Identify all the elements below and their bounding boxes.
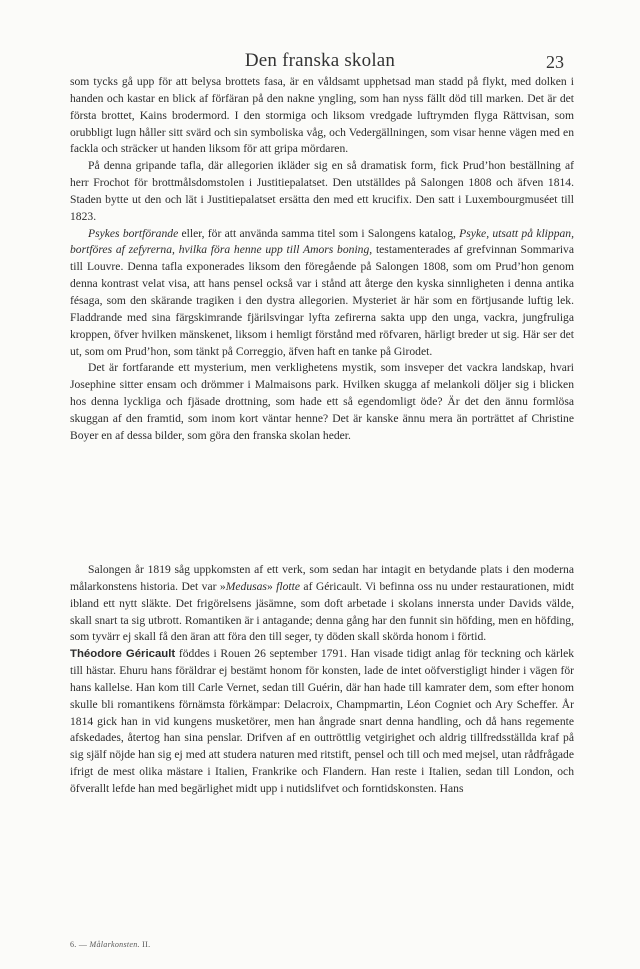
page-footer-signature: [70, 940, 150, 949]
italic-title-text: flotte: [276, 579, 300, 593]
text-segment: »: [266, 579, 277, 593]
text-segment: , testamenterades af grefvinnan Sommariva till Louvre. Denna tafla exponerades liksom den föregående på Salongen 1808, som om Prud’hon genom denna kontrast velat visa, att hans pensel också var i stånd att återge den kyska sinnligheten i denna antika fésaga, som den skärande tragiken i den dystra allegorien. Mysteriet är här som en förtjusande luftig lek. Fladdrande med sina färgskimrande fjärilsvingar lyfta zefirerna sakta upp den unga, vackra, jungfruliga kroppen, öfver hvilken mänskenet, liksom i hemligt förstånd med röfvaren, härligt breder ut sig. Här ser det ut, som om Prud’hon, som tänkt på Correggio, äfven haft en tanke på Girodet.: [70, 243, 574, 358]
italic-title-text: Psyke, utsatt på klippan, bortföres af zefyrerna, hvilka föra henne upp till Amors boning: [70, 226, 574, 257]
paragraph: [70, 74, 574, 158]
running-header-title: Den franska skolan: [244, 50, 396, 71]
italic-title-text: Medusas: [225, 579, 267, 593]
paragraph: [70, 562, 574, 646]
text-segment: Det är fortfarande ett mysterium, men verklighetens mystik, som insveper det vackra landskap, hvari Josephine sitter ensam och drömmer i Malmaisons park. Hvilken skugga af melankoli döljer sig i blicken hos denna lyckliga och fjäsade drottning, som hade ett så egendomligt öde? Är det den ännu formlösa skuggan af den framtid, som inom kort väntar henne? Det är kanske ännu mera än porträttet af Christine Boyer en af dessa bilder, som göra den franska skolan heder.: [70, 361, 574, 442]
paragraph: [70, 158, 574, 225]
paragraph: [70, 360, 574, 444]
text-segment: På denna gripande tafla, där allegorien ikläder sig en så dramatisk form, fick Prud’hon beställning af herr Frochot för brottmålsdomstolen i Justitiepalatset. Den utställdes på Salongen 1808 och äfven 1814. Staden bytte ut den och lät i Justitiepalatset ersätta den med ett krucifix. Den satt i Luxembourgmuséet till 1823.: [70, 159, 574, 223]
page-number: 23: [546, 52, 564, 72]
paragraph: [70, 226, 574, 361]
text-segment: eller, för att använda samma titel som i Salongens katalog,: [178, 226, 460, 240]
footer-signature-mark: 6. —: [70, 940, 90, 949]
text-segment: föddes i Rouen 26 september 1791. Han visade tidigt anlag för teckning och kärlek till hästar. Ehuru hans föräldrar ej bestämt honom för konsten, lade de intet oöfverstigligt hinder i vägen för hans kallelse. Han kom till Carle Vernet, sedan till Guérin, där han hade till kamrater dem, som efter honom skulle bli romantikens förnämsta förkämpar: Delacroix, Champmartin, Léon Cogniet och Ary Scheffer. År 1814 gick han in vid kungens musketörer, men han ångrade snart denna handling, och då hans regemente afskedades, återtog han sina penslar. Drifven af en outtröttlig vetgirighet och aldrig tillfredsställda kraf på sig själf nöjde han sig ej med att studera naturen med ritstift, pensel och till och med mejsel, utan rådfrågade ifrigt de mest olika mästare i Italien, Frankrike och Flandern. Han reste i Italien, sedan till London, och öfverallt lefde han med begärlighet midt upp i nutidslifvet och forntidskonsten. Hans: [70, 647, 575, 795]
italic-title-text: Psykes bortförande: [88, 226, 179, 240]
body-text-section-2: [70, 562, 574, 798]
text-segment: som tycks gå upp för att belysa brottets fasa, är en våldsamt upphetsad man stadd på flykt, med dolken i handen och kastar en blick af förfäran på den nakne yngling, som han nyss fällt död till marken. Det är det första brottet, Kains brodermord. I den stormiga och liksom vredgade luftrymden flyga Rättvisan, som orubbligt lugn håller sitt svärd och sin symboliska våg, och Vedergällningen, som visar henne vägen med en fackla och sträcker ut handen liksom för att gripa mördaren.: [70, 75, 574, 156]
text-segment: af Géricault. Vi befinna oss nu under restaurationen, midt ibland ett nytt släkte. Det frigörelsens jäsämne, som doft arbetade i skolans innersta under Davids välde, skall snart ta sig utbrott. Romantiken är i antagande; denna gång har den funnit sin höfding, men en höfding, som tyvärr ej skall få den äran att föra den till seger, ty döden skall skörda honom i förtid.: [70, 579, 575, 644]
paragraph: [70, 646, 574, 798]
artist-name: Théodore Géricault: [70, 648, 176, 661]
footer-volume: II.: [139, 940, 151, 949]
body-text-section-1: [70, 74, 574, 445]
text-segment: Salongen år 1819 såg uppkomsten af ett verk, som sedan har intagit en betydande plats i den moderna målarkonstens historia. Det var »: [70, 563, 574, 593]
footer-book-title: Målarkonsten.: [89, 940, 140, 949]
